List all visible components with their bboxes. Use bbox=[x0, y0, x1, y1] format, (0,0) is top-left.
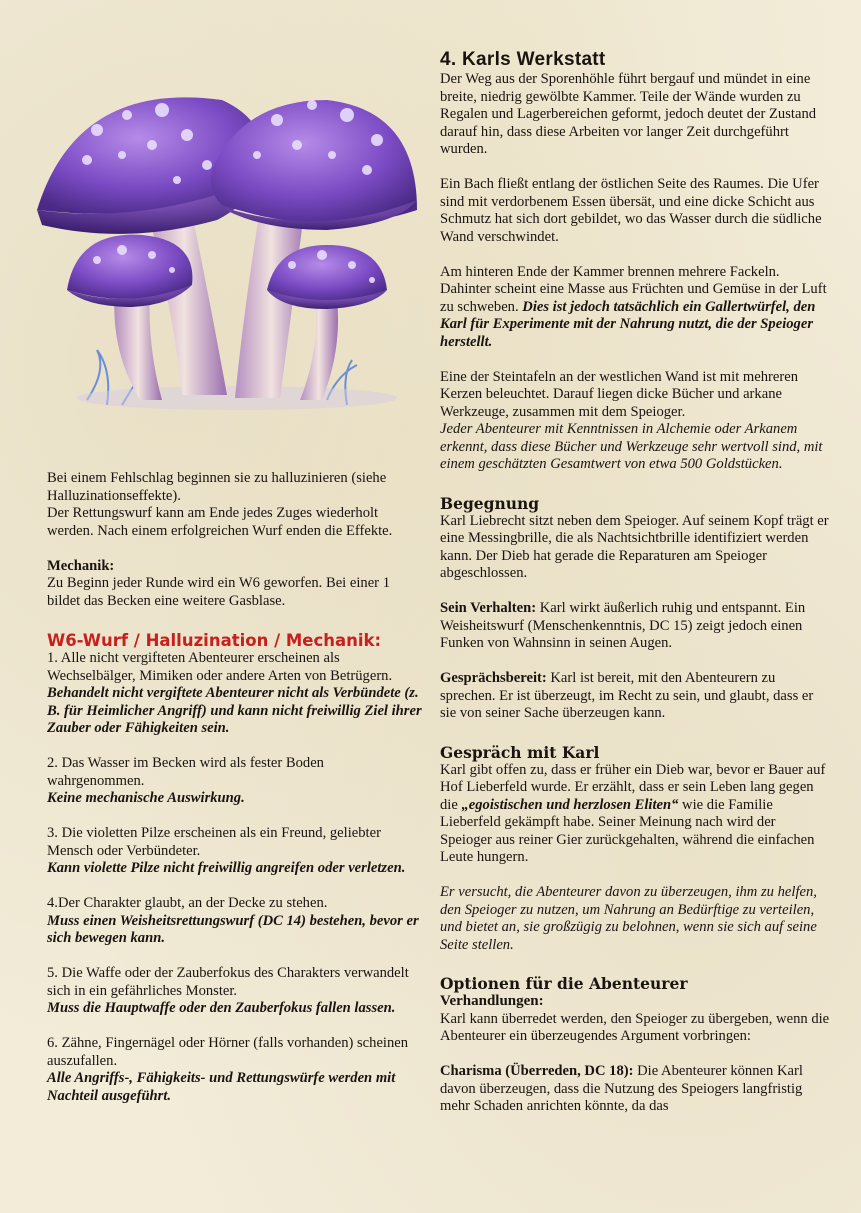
encounter-heading: Begegnung bbox=[440, 493, 540, 513]
section-title: 4. Karls Werkstatt bbox=[440, 49, 606, 70]
paragraph: Ein Bach fließt entlang der östlichen Seite des Raumes. Die Ufer sind mit verdorbenem Essen übersät, und eine dicke Schicht aus Schmutz hat sich dort gebildet, wo das Wasser durch die südliche Wand verschwindet. bbox=[440, 176, 822, 245]
list-item-mechanic: Muss die Hauptwaffe oder den Zauberfokus fallen lassen. bbox=[47, 1000, 396, 1016]
conversation-heading: Gespräch mit Karl bbox=[440, 742, 600, 762]
mechanic-text: Zu Beginn jeder Runde wird ein W6 geworfen. Bei einer 1 bildet das Becken eine weitere Gasblase. bbox=[47, 575, 390, 609]
list-item: 4.Der Charakter glaubt, an der Decke zu stehen. bbox=[47, 895, 328, 911]
paragraph: Bei einem Fehlschlag beginnen sie zu halluzinieren (siehe Halluzinationseffekte). bbox=[47, 470, 387, 504]
paragraph: Der Weg aus der Sporenhöhle führt bergauf und mündet in eine breite, niedrig gewölbte Kammer. Teile der Wände wurden zu Regalen und Lagerbereichen geformt, jedoch deutet der Zustand darauf hin, dass diese Arbeiten vor langer Zeit durchgeführt wurden. bbox=[440, 71, 817, 157]
paragraph bbox=[440, 670, 830, 723]
paragraph: Der Rettungswurf kann am Ende jedes Zuges wiederholt werden. Nach einem erfolgreichen Wurf enden die Effekte. bbox=[47, 505, 393, 539]
paragraph bbox=[440, 264, 830, 352]
conversation-text: wie die Familie Lieberfeld gekämpft habe. Seiner Meinung nach wird der Speioger aus reiner Gier zurückgehalten, während die einfachen Leute hungern. bbox=[440, 796, 815, 865]
hallucination-heading: W6-Wurf / Halluzination / Mechanik: bbox=[47, 631, 382, 650]
negotiation-heading: Verhandlungen: bbox=[440, 993, 544, 1009]
paragraph: Karl kann überredet werden, den Speioger zu übergeben, wenn die Abenteurer ein überzeugendes Argument vorbringen: bbox=[440, 1010, 830, 1044]
paragraph: Karl Liebrecht sitzt neben dem Speioger. Auf seinem Kopf trägt er eine Messingbrille, die als Nachtsichtbrille identifiziert werden kann. Der Dieb hat gerade die Reparaturen am Speioger abgeschlossen. bbox=[440, 512, 829, 581]
talk-text: Karl ist bereit, mit den Abenteurern zu sprechen. Er ist überzeugt, im Recht zu sein, und glaubt, dass er sie von seiner Sache überzeugen kann. bbox=[440, 670, 814, 721]
right-column bbox=[440, 0, 830, 1116]
charisma-label: Charisma (Überreden, DC 18): bbox=[440, 1063, 634, 1079]
talk-label: Gesprächsbereit: bbox=[440, 670, 547, 686]
list-item-mechanic: Keine mechanische Auswirkung. bbox=[47, 790, 245, 806]
conversation-text: Karl gibt offen zu, dass er früher ein Dieb war, bevor er Bauer auf Hof Lieberfeld wurde. Er erzählt, dass er sein Leben lang gegen die bbox=[440, 761, 826, 813]
behavior-label: Sein Verhalten: bbox=[440, 600, 537, 616]
paragraph: Eine der Steintafeln an der westlichen Wand ist mit mehreren Kerzen beleuchtet. Darauf liegen dicke Bücher und arkane Werkzeuge, zusammen mit dem Speioger. bbox=[440, 368, 799, 420]
list-item: 3. Die violetten Pilze erscheinen als ein Freund, geliebter Mensch oder Verbündeter. bbox=[47, 825, 381, 859]
paragraph-italic: Er versucht, die Abenteurer davon zu überzeugen, ihm zu helfen, den Speioger zu nutzen, um Nahrung an Bedürftige zu verteilen, und bietet an, sie großzügig zu belohnen, wenn sie sich auf seine Seite stellen. bbox=[440, 884, 817, 953]
list-item-mechanic: Kann violette Pilze nicht freiwillig angreifen oder verletzen. bbox=[47, 860, 406, 876]
list-item: 6. Zähne, Fingernägel oder Hörner (falls vorhanden) scheinen auszufallen. bbox=[47, 1035, 409, 1069]
behavior-text: Karl wirkt äußerlich ruhig und entspannt. Ein Weisheitswurf (Menschenkenntnis, DC 15) zeigt jedoch einen Funken von Wahnsinn in seinen Augen. bbox=[440, 600, 806, 651]
list-item-mechanic: Behandelt nicht vergiftete Abenteurer nicht als Verbündete (z. B. für Heimlicher Angriff) und kann nicht freiwillig Ziel ihrer Zauber oder Fähigkeiten sein. bbox=[47, 685, 422, 736]
paragraph bbox=[440, 1063, 830, 1116]
paragraph-text: Am hinteren Ende der Kammer brennen mehrere Fackeln. Dahinter scheint eine Masse aus Früchten und Gemüse in der Luft zu schweben. bbox=[440, 263, 827, 315]
conversation-quote: „egoistischen und herzlosen Eliten“ bbox=[461, 796, 679, 813]
left-column bbox=[47, 0, 425, 1105]
list-item: 5. Die Waffe oder der Zauberfokus des Charakters verwandelt sich in ein gefährliches Monster. bbox=[47, 965, 409, 999]
list-item: 1. Alle nicht vergifteten Abenteurer erscheinen als Wechselbälger, Mimiken oder andere Arten von Betrügern. bbox=[47, 650, 393, 684]
list-item: 2. Das Wasser im Becken wird als fester Boden wahrgenommen. bbox=[47, 755, 324, 789]
charisma-text: Die Abenteurer können Karl davon überzeugen, dass die Nutzung des Speiogers langfristig mehr Schaden anrichten könnte, da das bbox=[440, 1063, 803, 1114]
list-item-mechanic: Muss einen Weisheitsrettungswurf (DC 14) bestehen, bevor er sich bewegen kann. bbox=[47, 912, 419, 946]
paragraph bbox=[440, 762, 830, 867]
list-item-mechanic: Alle Angriffs-, Fähigkeits- und Rettungswürfe werden mit Nachteil ausgeführt. bbox=[47, 1070, 396, 1104]
mechanic-label: Mechanik: bbox=[47, 557, 115, 574]
options-heading: Optionen für die Abenteurer bbox=[440, 974, 688, 993]
paragraph bbox=[440, 600, 830, 653]
paragraph-emphasis: Dies ist jedoch tatsächlich ein Gallertwürfel, den Karl für Experimente mit der Nahrung nutzt, die der Speioger herstellt. bbox=[440, 298, 816, 350]
paragraph-italic: Jeder Abenteurer mit Kenntnissen in Alchemie oder Arkanem erkennt, dass diese Bücher und Werkzeuge sehr wertvoll sind, mit einem geschätzten Gesamtwert von etwa 500 Goldstücken. bbox=[440, 421, 823, 472]
